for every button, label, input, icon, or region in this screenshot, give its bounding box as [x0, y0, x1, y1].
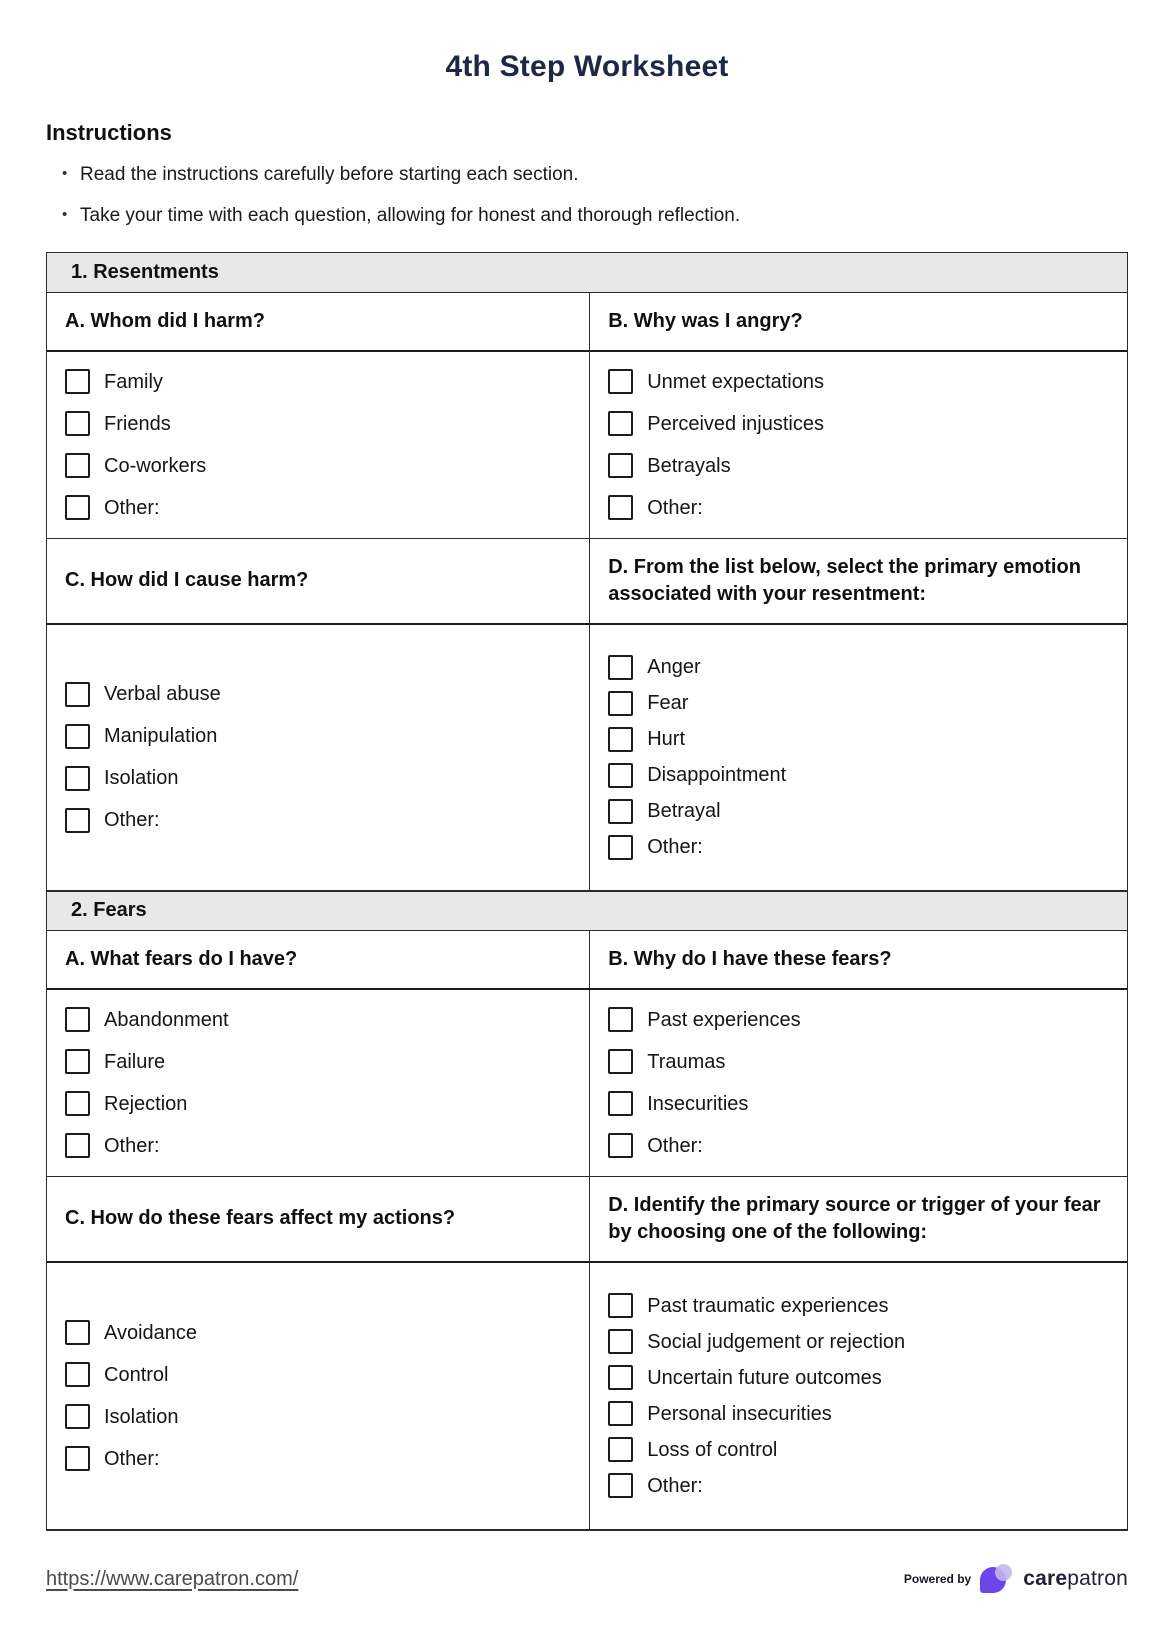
question-b1: B. Why was I angry?: [608, 309, 803, 332]
checkbox[interactable]: [608, 691, 633, 716]
checkbox[interactable]: [608, 1091, 633, 1116]
checkbox-label: Isolation: [104, 1405, 179, 1428]
checkbox[interactable]: [65, 1049, 90, 1074]
checkbox-option: [65, 808, 571, 833]
checkbox[interactable]: [608, 1473, 633, 1498]
checkbox-label: Rejection: [104, 1092, 188, 1115]
checkbox-label: Verbal abuse: [104, 683, 221, 706]
options-cell-a2: [47, 990, 590, 1176]
checkbox-option: [65, 369, 571, 394]
checkbox-label: Personal insecurities: [647, 1402, 832, 1425]
checkbox-label: Loss of control: [647, 1438, 778, 1461]
checkbox-option: [608, 1329, 1109, 1354]
checkbox-option: [65, 1133, 571, 1158]
checkbox-label: Past traumatic experiences: [647, 1294, 889, 1317]
carepatron-wordmark: [1023, 1567, 1128, 1591]
checkbox[interactable]: [608, 411, 633, 436]
options-cell-b2: [590, 990, 1127, 1176]
options-cell-c1: [47, 625, 590, 890]
checkbox-option: [65, 1404, 571, 1429]
checkbox-option: [608, 655, 1109, 680]
checkbox[interactable]: [608, 835, 633, 860]
checkbox-option: [608, 1437, 1109, 1462]
instructions-heading: Instructions: [46, 120, 172, 145]
checkbox-option: [65, 682, 571, 707]
checkbox[interactable]: [608, 453, 633, 478]
checkbox[interactable]: [608, 1365, 633, 1390]
checkbox-label: Perceived injustices: [647, 412, 824, 435]
checkbox[interactable]: [608, 1133, 633, 1158]
checkbox-label: Control: [104, 1363, 169, 1386]
checkbox-option: [65, 453, 571, 478]
checkbox-option: [608, 799, 1109, 824]
checkbox-option: [608, 763, 1109, 788]
checkbox[interactable]: [65, 1404, 90, 1429]
checkbox-option: [608, 1133, 1109, 1158]
checkbox-option: [65, 411, 571, 436]
checkbox-option: [65, 766, 571, 791]
checkbox-option: [65, 1362, 571, 1387]
checkbox-label: Social judgement or rejection: [647, 1330, 906, 1353]
checkbox[interactable]: [65, 724, 90, 749]
question-row: [47, 539, 1127, 625]
checkbox-label: Other:: [647, 1134, 703, 1157]
checkbox[interactable]: [65, 411, 90, 436]
checkbox-option: [65, 724, 571, 749]
checkbox-label: Abandonment: [104, 1008, 229, 1031]
checkbox[interactable]: [65, 1446, 90, 1471]
checkbox-option: [608, 835, 1109, 860]
wordmark-bold: care: [1023, 1567, 1068, 1591]
checkbox-option: [608, 1293, 1109, 1318]
checkbox-option: [608, 1473, 1109, 1498]
checkbox-option: [608, 369, 1109, 394]
options-cell-d2: [590, 1263, 1127, 1529]
question-a1: A. Whom did I harm?: [47, 293, 590, 350]
options-row: [47, 352, 1127, 539]
options-cell-a1: [47, 352, 590, 538]
checkbox-option: [65, 1320, 571, 1345]
checkbox-option: [608, 691, 1109, 716]
options-row: [47, 1263, 1127, 1529]
checkbox-label: Betrayals: [647, 454, 731, 477]
checkbox-label: Disappointment: [647, 764, 787, 787]
checkbox[interactable]: [65, 1007, 90, 1032]
options-row: [47, 625, 1127, 891]
carepatron-logo-icon: [980, 1564, 1014, 1595]
checkbox[interactable]: [608, 1437, 633, 1462]
checkbox-option: [608, 1401, 1109, 1426]
logo-dot-shape: [995, 1564, 1012, 1581]
checkbox[interactable]: [65, 808, 90, 833]
checkbox[interactable]: [65, 369, 90, 394]
checkbox-option: [608, 727, 1109, 752]
checkbox-label: Anger: [647, 656, 701, 679]
powered-by-block: [904, 1564, 1128, 1595]
question-d2: D. Identify the primary source or trigger of your fear by choosing one of the following:: [608, 1193, 1101, 1243]
checkbox-option: [608, 453, 1109, 478]
checkbox-label: Other:: [104, 1134, 160, 1157]
section-header-resentments: 1. Resentments: [47, 253, 1127, 293]
question-row: [47, 1177, 1127, 1263]
checkbox-option: [65, 1091, 571, 1116]
checkbox-label: Isolation: [104, 767, 179, 790]
checkbox-label: Other:: [647, 1474, 703, 1497]
question-c2: C. How do these fears affect my actions?: [47, 1177, 590, 1261]
page-title: 4th Step Worksheet: [445, 50, 729, 83]
checkbox[interactable]: [65, 1362, 90, 1387]
checkbox-label: Other:: [104, 496, 160, 519]
checkbox-label: Family: [104, 370, 163, 393]
checkbox[interactable]: [608, 369, 633, 394]
checkbox-option: [608, 1007, 1109, 1032]
checkbox-label: Fear: [647, 692, 689, 715]
checkbox[interactable]: [65, 1320, 90, 1345]
question-d1: D. From the list below, select the primary emotion associated with your resentment:: [608, 555, 1081, 605]
checkbox-label: Friends: [104, 412, 171, 435]
checkbox-label: Uncertain future outcomes: [647, 1366, 882, 1389]
instructions-list: [46, 164, 1128, 228]
options-cell-d1: [590, 625, 1127, 890]
worksheet-table: [46, 252, 1128, 1531]
checkbox-option: [608, 1091, 1109, 1116]
checkbox[interactable]: [65, 766, 90, 791]
checkbox-option: [65, 1049, 571, 1074]
checkbox[interactable]: [608, 1293, 633, 1318]
checkbox-label: Past experiences: [647, 1008, 801, 1031]
wordmark-regular: patron: [1067, 1567, 1128, 1591]
checkbox[interactable]: [608, 727, 633, 752]
checkbox-option: [65, 1007, 571, 1032]
instruction-item: • Read the instructions carefully before starting each section.: [46, 164, 1128, 187]
checkbox-label: Betrayal: [647, 800, 721, 823]
checkbox[interactable]: [608, 799, 633, 824]
question-c1: C. How did I cause harm?: [47, 539, 590, 623]
options-cell-b1: [590, 352, 1127, 538]
options-cell-c2: [47, 1263, 590, 1529]
options-row: [47, 990, 1127, 1177]
checkbox[interactable]: [608, 495, 633, 520]
checkbox-label: Traumas: [647, 1050, 726, 1073]
checkbox-option: [65, 1446, 571, 1471]
question-row: [47, 931, 1127, 990]
checkbox-label: Other:: [647, 496, 703, 519]
checkbox[interactable]: [608, 1007, 633, 1032]
checkbox-label: Hurt: [647, 728, 686, 751]
checkbox-option: [65, 495, 571, 520]
checkbox-label: Other:: [104, 1447, 160, 1470]
checkbox[interactable]: [65, 453, 90, 478]
checkbox[interactable]: [65, 495, 90, 520]
checkbox-option: [608, 1049, 1109, 1074]
question-b2: B. Why do I have these fears?: [608, 947, 892, 970]
checkbox[interactable]: [65, 1091, 90, 1116]
question-row: [47, 293, 1127, 352]
checkbox-option: [608, 495, 1109, 520]
instruction-item: • Take your time with each question, allowing for honest and thorough reflection.: [46, 205, 1128, 228]
section-header-fears: 2. Fears: [47, 891, 1127, 931]
checkbox-option: [608, 1365, 1109, 1390]
checkbox-label: Unmet expectations: [647, 370, 824, 393]
checkbox-label: Failure: [104, 1050, 166, 1073]
checkbox[interactable]: [608, 763, 633, 788]
checkbox[interactable]: [608, 1329, 633, 1354]
checkbox[interactable]: [65, 682, 90, 707]
checkbox[interactable]: [65, 1133, 90, 1158]
question-a2: A. What fears do I have?: [47, 931, 590, 988]
checkbox-label: Other:: [647, 836, 703, 859]
checkbox[interactable]: [608, 1401, 633, 1426]
checkbox[interactable]: [608, 1049, 633, 1074]
powered-by-label: Powered by: [903, 1572, 972, 1587]
checkbox-label: Insecurities: [647, 1092, 749, 1115]
checkbox[interactable]: [608, 655, 633, 680]
carepatron-link[interactable]: https://www.carepatron.com/: [46, 1567, 299, 1590]
checkbox-label: Manipulation: [104, 725, 218, 748]
checkbox-label: Other:: [104, 809, 160, 832]
checkbox-label: Co-workers: [104, 454, 207, 477]
checkbox-option: [608, 411, 1109, 436]
page-footer: [46, 1564, 1128, 1595]
checkbox-label: Avoidance: [104, 1321, 198, 1344]
